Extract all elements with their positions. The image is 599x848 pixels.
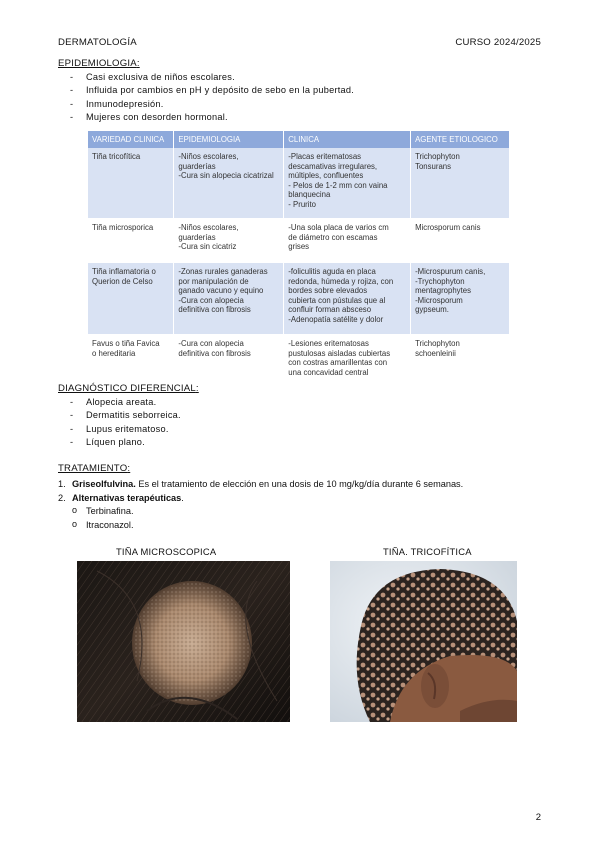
table-row xyxy=(88,335,510,390)
cell-text-line: schoenleinii xyxy=(415,348,456,358)
cell-text-line: Tiña microsporica xyxy=(92,223,154,232)
table-row xyxy=(88,148,510,219)
table-cell-clinica xyxy=(284,219,411,263)
cell-text-line: definitiva con fibrosis xyxy=(178,348,251,358)
cell-text-line: o hereditaria xyxy=(92,348,136,358)
cell-text-line: Tonsurans xyxy=(415,161,452,171)
page-number: 2 xyxy=(535,812,541,823)
cell-text-line: pustulosas aisladas cubiertas xyxy=(288,348,391,358)
table-cell-epidemiologia xyxy=(174,148,284,219)
cell-text-line: Tiña tricofítica xyxy=(92,152,141,161)
table-cell-variedad xyxy=(88,263,174,335)
cell-text-line: Tiña inflamatoria o xyxy=(92,267,156,276)
cell-text-line: una concavidad central xyxy=(288,367,369,377)
cell-text-line: -Trychophyton xyxy=(415,276,465,286)
table-cell-variedad xyxy=(88,148,174,219)
list-item: o Itraconazol. xyxy=(72,518,134,532)
cell-text-line: por manipulación de xyxy=(178,276,249,286)
cell-text-line: Favus o tiña Favica xyxy=(92,339,160,348)
cell-text-line: -Placas eritematosas xyxy=(288,152,362,161)
table-cell-agente xyxy=(411,335,510,390)
table-cell-epidemiologia xyxy=(174,219,284,263)
cell-text-line: - Pelos de 1-2 mm con vaina xyxy=(288,180,388,190)
column-header: CLINICA xyxy=(284,131,411,148)
cell-text-line: Querion de Celso xyxy=(92,276,153,286)
cell-text-line: -Niños escolares, xyxy=(178,152,239,161)
cell-text-line: - Prurito xyxy=(288,199,316,209)
cell-text-line: -Microsporum xyxy=(415,295,463,305)
list-item: - Dermatitis seborreica. xyxy=(70,409,181,422)
cell-text-line: bordes sobre elevados xyxy=(288,286,368,296)
cell-text-line: de diámetro con escamas xyxy=(288,232,378,242)
list-item: - Influida por cambios en pH y depósito de sebo en la pubertad. xyxy=(70,84,354,97)
cell-text-line: Trichophyton xyxy=(415,152,460,161)
cell-text-line: confluir forman absceso xyxy=(288,305,372,315)
list-item: - Líquen plano. xyxy=(70,436,181,449)
cell-text-line: guarderías xyxy=(178,161,216,171)
cell-text-line: grises xyxy=(288,242,310,252)
cell-text-line: múltiples, confluentes xyxy=(288,171,364,181)
table-cell-agente xyxy=(411,219,510,263)
column-header: VARIEDAD CLINICA xyxy=(88,131,174,148)
list-item: - Mujeres con desorden hormonal. xyxy=(70,111,354,124)
cell-text-line: cubierta con pústulas que al xyxy=(288,295,386,305)
cell-text-line: con costras amarillentas con xyxy=(288,358,388,368)
column-header: EPIDEMIOLOGIA xyxy=(174,131,284,148)
list-item: o Terbinafina. xyxy=(72,504,134,518)
cell-text-line: -Cura con alopecia xyxy=(178,339,244,348)
list-item: 1. Griseolfulvina. Es el tratamiento de elección en una dosis de 10 mg/kg/día durante 6 semanas. xyxy=(58,479,464,489)
cell-text-line: mentagrophytes xyxy=(415,286,471,296)
diagnostico-list xyxy=(70,396,181,450)
cell-text-line: descamativas irregulares, xyxy=(288,161,378,171)
diagnostico-title: DIAGNÓSTICO DIFERENCIAL: xyxy=(58,383,199,394)
epidemiologia-title: EPIDEMIOLOGIA: xyxy=(58,58,140,69)
list-item: - Lupus eritematoso. xyxy=(70,423,181,436)
tratamiento-title: TRATAMIENTO: xyxy=(58,463,131,474)
table-cell-epidemiologia xyxy=(174,263,284,335)
cell-text-line: redonda, húmeda y rojiza, con xyxy=(288,276,394,286)
right-image-caption: TIÑA. TRICOFÍTICA xyxy=(383,546,472,557)
table-cell-agente xyxy=(411,263,510,335)
cell-text-line: guarderías xyxy=(178,232,216,242)
tratamiento-list xyxy=(58,477,463,505)
cell-text-line: ganado vacuno y equino xyxy=(178,286,264,296)
cell-text-line: Microsporum canis xyxy=(415,223,481,232)
cell-text-line: definitiva con fibrosis xyxy=(178,305,251,315)
column-header: AGENTE ETIOLOGICO xyxy=(411,131,510,148)
table-row xyxy=(88,263,510,335)
table-cell-epidemiologia xyxy=(174,335,284,390)
left-image-caption: TIÑA MICROSCOPICA xyxy=(116,546,217,557)
cell-text-line: blanquecina xyxy=(288,190,331,200)
microsporic-tinea-photo xyxy=(77,561,290,722)
trichophytic-tinea-photo xyxy=(330,561,517,722)
cell-text-line: -foliculitis aguda en placa xyxy=(288,267,376,276)
tinea-varieties-table xyxy=(88,131,510,390)
cell-text-line: -Microspurum canis, xyxy=(415,267,486,276)
list-item: - Casi exclusiva de niños escolares. xyxy=(70,71,354,84)
epidemiologia-list xyxy=(70,71,354,125)
list-item: - Alopecia areata. xyxy=(70,396,181,409)
table-cell-clinica xyxy=(284,263,411,335)
table-cell-agente xyxy=(411,148,510,219)
list-item: - Inmunodepresión. xyxy=(70,98,354,111)
table-body xyxy=(88,148,510,390)
cell-text-line: -Adenopatía satélite y dolor xyxy=(288,314,384,324)
cell-text-line: -Niños escolares, xyxy=(178,223,239,232)
table-cell-variedad xyxy=(88,219,174,263)
table-cell-variedad xyxy=(88,335,174,390)
table-cell-clinica xyxy=(284,148,411,219)
alternativas-list xyxy=(72,504,134,532)
cell-text-line: -Cura sin alopecia cicatrizal xyxy=(178,171,274,181)
cell-text-line: -Cura con alopecia xyxy=(178,295,244,305)
cell-text-line: Trichophyton xyxy=(415,339,460,348)
cell-text-line: gypseum. xyxy=(415,305,449,315)
table-cell-clinica xyxy=(284,335,411,390)
table-row xyxy=(88,219,510,263)
cell-text-line: -Una sola placa de varios cm xyxy=(288,223,389,232)
cell-text-line: -Zonas rurales ganaderas xyxy=(178,267,268,276)
cell-text-line: -Lesiones eritematosas xyxy=(288,339,369,348)
header-course: CURSO 2024/2025 xyxy=(455,37,541,48)
table-header-row xyxy=(88,131,510,148)
header-subject: DERMATOLOGÍA xyxy=(58,37,137,48)
list-item: 2. Alternativas terapéuticas. xyxy=(58,493,184,503)
cell-text-line: -Cura sin cicatriz xyxy=(178,242,237,252)
